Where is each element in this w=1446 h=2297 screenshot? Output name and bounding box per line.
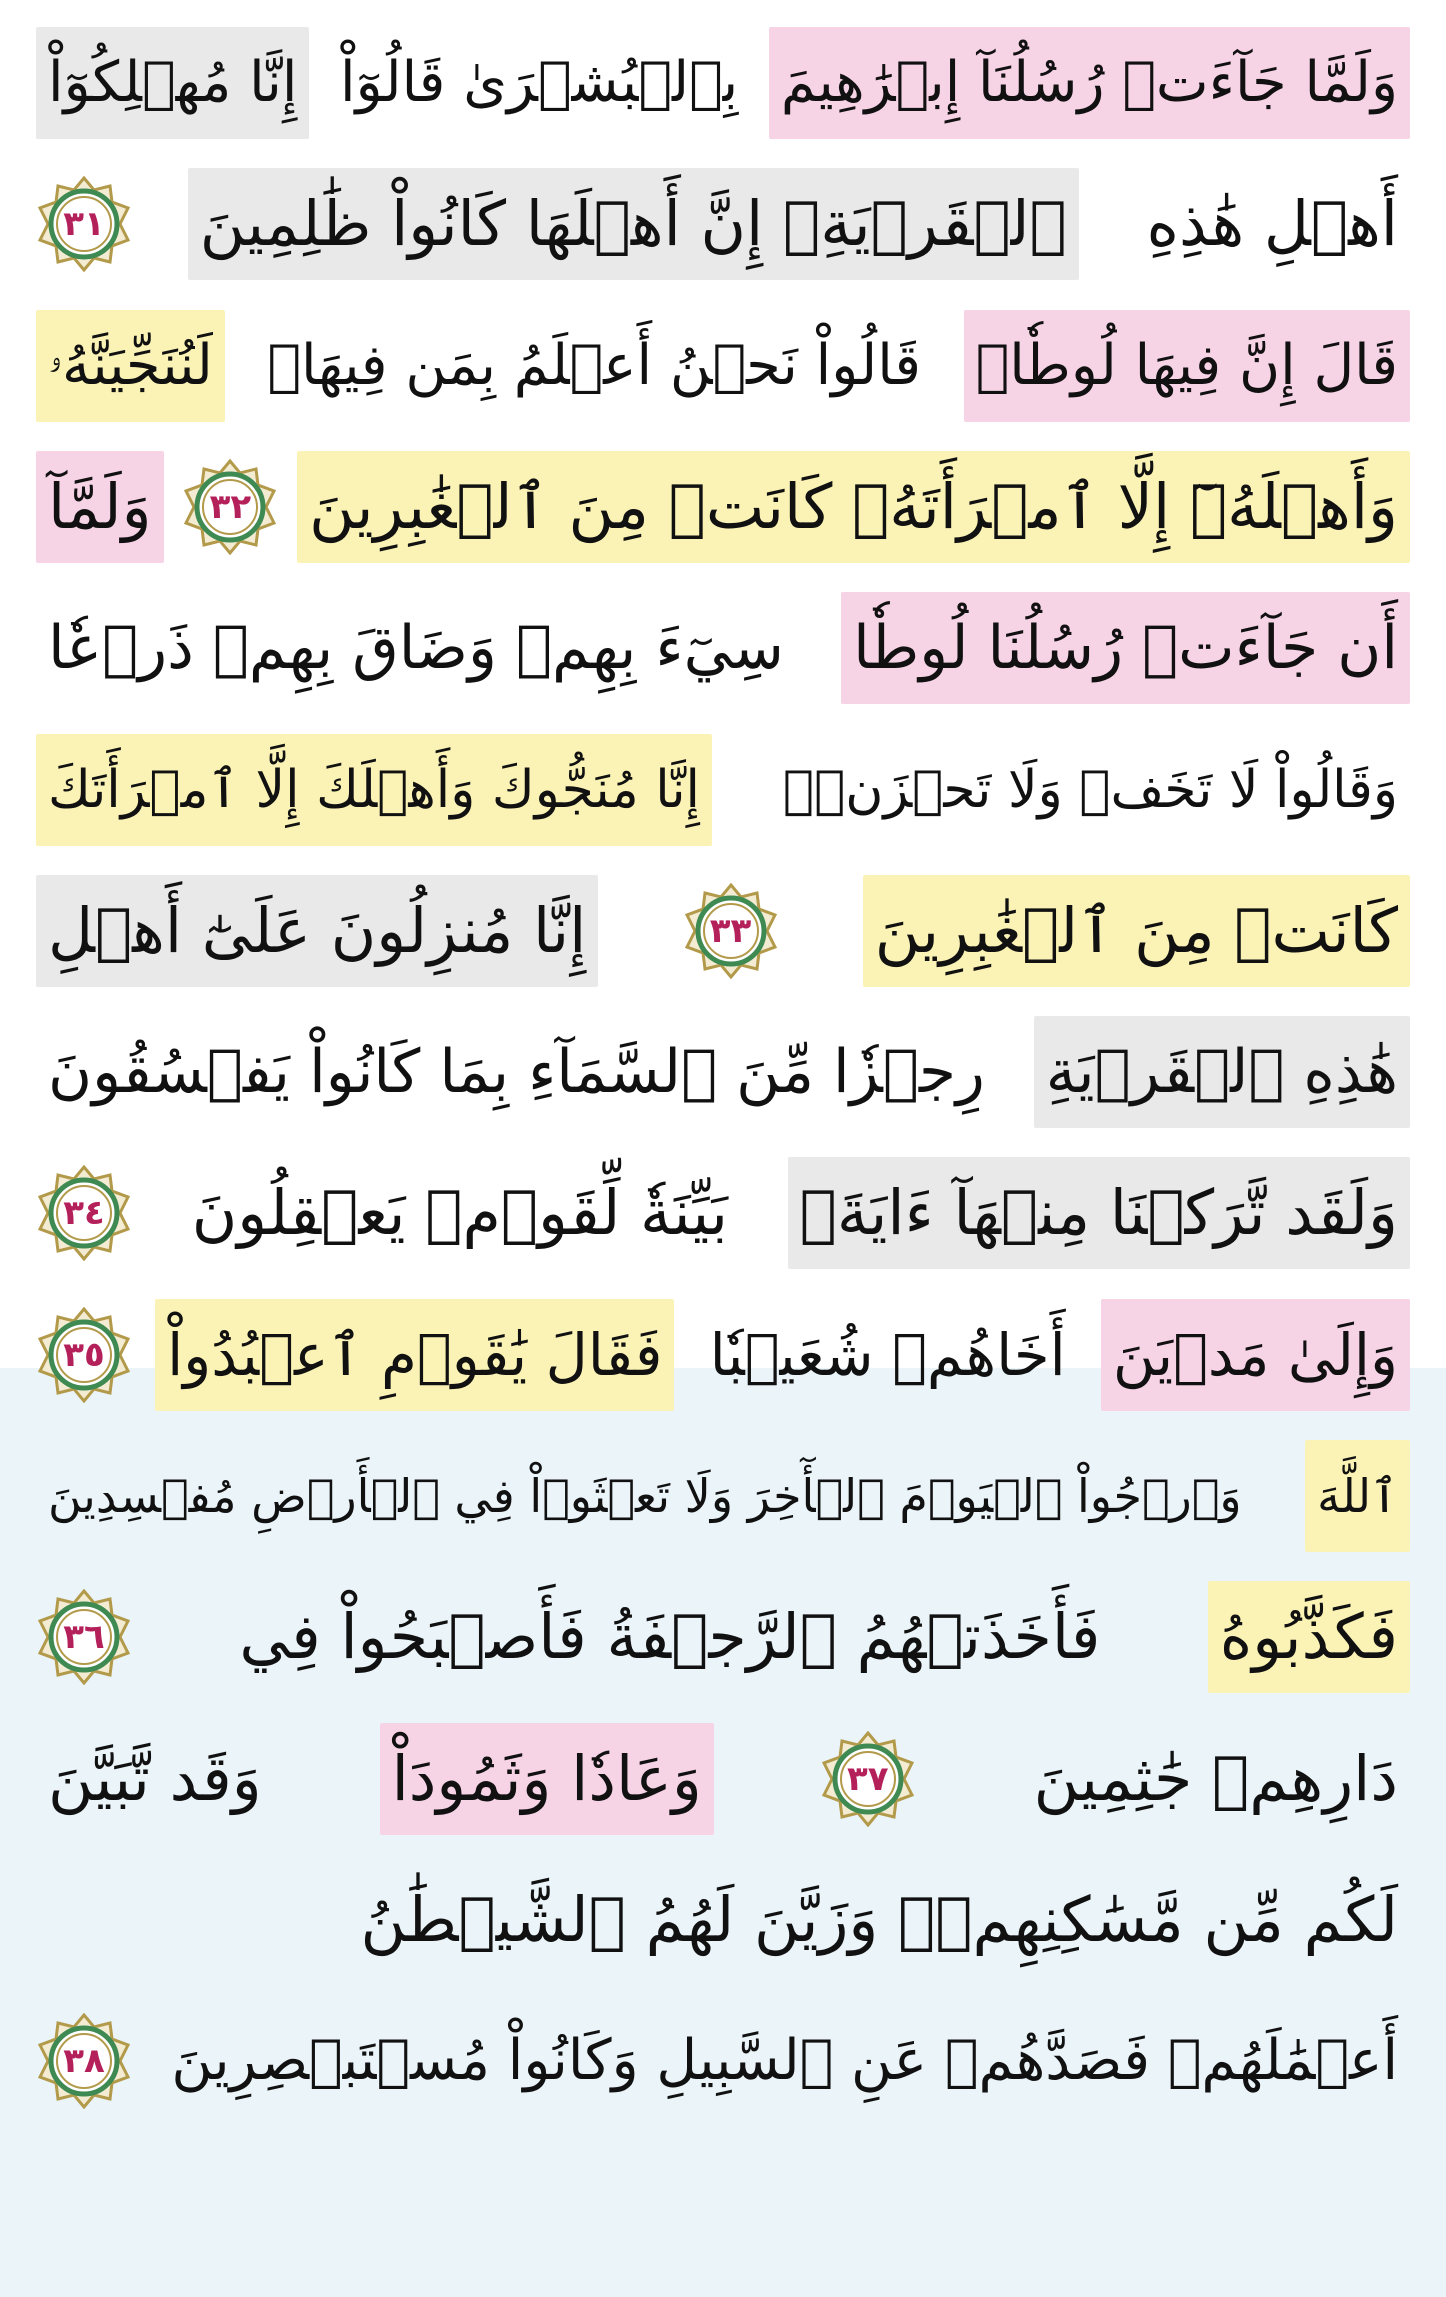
text-line xyxy=(36,1861,1410,1979)
text-line xyxy=(36,307,1410,425)
verse-text: بِٱلۡبُشۡرَىٰ قَالُوٓاْ xyxy=(340,50,739,115)
verse-end-marker xyxy=(36,1589,132,1685)
highlighted-phrase: ٱللَّهَ xyxy=(1305,1440,1410,1552)
highlighted-phrase: هَٰذِهِ ٱلۡقَرۡيَةِ xyxy=(1034,1016,1410,1128)
verse-end-marker xyxy=(36,1307,132,1403)
highlighted-phrase: إِنَّا مُنزِلُونَ عَلَىٰٓ أَهۡلِ xyxy=(36,875,598,987)
verse-number: ٣٦ xyxy=(63,1617,105,1657)
verse-end-marker xyxy=(36,1165,132,1261)
verse-end-marker xyxy=(820,1731,916,1827)
highlighted-phrase: وَإِلَىٰ مَدۡيَنَ xyxy=(1101,1299,1410,1411)
highlighted-phrase: لَنُنَجِّيَنَّهُۥ xyxy=(36,310,225,422)
verse-number: ٣٣ xyxy=(709,911,752,951)
highlighted-phrase: وَلَمَّا جَآءَتۡ رُسُلُنَآ إِبۡرَٰهِيمَ xyxy=(769,27,1410,139)
highlighted-phrase: فَكَذَّبُوهُ xyxy=(1208,1581,1410,1693)
verse-text: وَٱرۡجُواْ ٱلۡيَوۡمَ ٱلۡأٓخِرَ وَلَا تَعۡثَوۡاْ فِي ٱلۡأَرۡضِ مُفۡسِدِينَ xyxy=(48,1469,1242,1523)
text-line xyxy=(36,731,1410,849)
verse-number: ٣١ xyxy=(63,204,105,244)
text-line xyxy=(36,2002,1410,2120)
verse-text: قَالُواْ نَحۡنُ أَعۡلَمُ بِمَن فِيهَاۖ xyxy=(267,333,922,398)
verse-number: ٣٥ xyxy=(63,1335,105,1375)
verse-text: دَارِهِمۡ جَٰثِمِينَ xyxy=(1033,1742,1398,1815)
verse-end-marker xyxy=(683,883,779,979)
verse-end-marker xyxy=(36,176,132,272)
highlighted-phrase: إِنَّا مُهۡلِكُوٓاْ xyxy=(36,27,309,139)
highlighted-phrase: وَعَادٗا وَثَمُودَاْ xyxy=(380,1723,714,1835)
verse-text: سِيٓءَ بِهِمۡ وَضَاقَ بِهِمۡ ذَرۡعٗا xyxy=(48,613,784,683)
verse-text: بَيِّنَةٗ لِّقَوۡمٖ يَعۡقِلُونَ xyxy=(191,1176,728,1249)
text-line xyxy=(36,1013,1410,1131)
text-line xyxy=(36,1578,1410,1696)
text-line xyxy=(36,448,1410,566)
highlighted-phrase: ٱلۡقَرۡيَةِۖ إِنَّ أَهۡلَهَا كَانُواْ ظَٰلِمِينَ xyxy=(188,168,1079,280)
verse-number: ٣٤ xyxy=(63,1193,105,1233)
text-line xyxy=(36,1154,1410,1272)
text-line xyxy=(36,872,1410,990)
text-line xyxy=(36,1720,1410,1838)
verse-text: أَخَاهُمۡ شُعَيۡبٗا xyxy=(709,1321,1066,1389)
highlighted-phrase: وَأَهۡلَهُۥٓ إِلَّا ٱمۡرَأَتَهُۥ كَانَتۡ مِنَ ٱلۡغَٰبِرِينَ xyxy=(297,451,1410,563)
verse-number: ٣٧ xyxy=(846,1759,889,1799)
highlighted-phrase: فَقَالَ يَٰقَوۡمِ ٱعۡبُدُواْ xyxy=(155,1299,674,1411)
verse-end-marker xyxy=(36,2013,132,2109)
verse-text: رِجۡزٗا مِّنَ ٱلسَّمَآءِ بِمَا كَانُواْ يَفۡسُقُونَ xyxy=(48,1037,985,1107)
highlighted-phrase: قَالَ إِنَّ فِيهَا لُوطٗاۚ xyxy=(964,310,1410,422)
text-line xyxy=(36,589,1410,707)
verse-number: ٣٢ xyxy=(209,487,252,527)
highlighted-phrase: أَن جَآءَتۡ رُسُلُنَا لُوطٗا xyxy=(841,592,1410,704)
highlighted-phrase: كَانَتۡ مِنَ ٱلۡغَٰبِرِينَ xyxy=(863,875,1410,987)
text-line xyxy=(36,24,1410,142)
highlighted-phrase: وَلَقَد تَّرَكۡنَا مِنۡهَآ ءَايَةَۢ xyxy=(788,1157,1410,1269)
text-line xyxy=(36,1437,1410,1555)
highlighted-phrase: إِنَّا مُنَجُّوكَ وَأَهۡلَكَ إِلَّا ٱمۡرَأَتَكَ xyxy=(36,734,712,846)
text-line xyxy=(36,165,1410,283)
verse-number: ٣٨ xyxy=(63,2041,105,2081)
highlighted-phrase: وَلَمَّآ xyxy=(36,451,164,563)
verse-text: أَعۡمَٰلَهُمۡ فَصَدَّهُمۡ عَنِ ٱلسَّبِيلِ وَكَانُواْ مُسۡتَبۡصِرِينَ xyxy=(171,2028,1398,2093)
verse-text: أَهۡلِ هَٰذِهِ xyxy=(1146,187,1398,260)
text-line xyxy=(36,1296,1410,1414)
verse-end-marker xyxy=(182,459,278,555)
verse-text: وَقَد تَّبَيَّنَ xyxy=(48,1742,262,1815)
verse-text: فَأَخَذَتۡهُمُ ٱلرَّجۡفَةُ فَأَصۡبَحُواْ فِي xyxy=(239,1600,1101,1673)
verse-text: وَقَالُواْ لَا تَخَفۡ وَلَا تَحۡزَنۡۖ xyxy=(782,760,1398,820)
verse-text: لَكُم مِّن مَّسَٰكِنِهِمۡۖ وَزَيَّنَ لَهُمُ ٱلشَّيۡطَٰنُ xyxy=(360,1883,1398,1956)
